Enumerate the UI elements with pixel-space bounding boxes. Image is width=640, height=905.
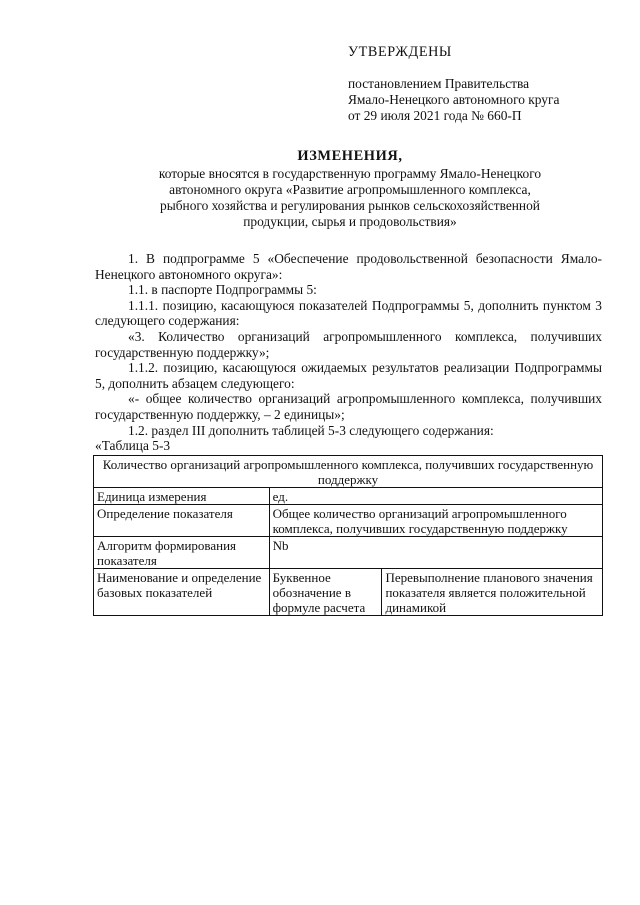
table-label: «Таблица 5-3 bbox=[95, 438, 171, 454]
table-row bbox=[94, 456, 603, 488]
subtitle-line: продукции, сырья и продовольствия» bbox=[243, 214, 457, 229]
base-letter-cell: Буквенное обозначение в формуле расчета bbox=[269, 569, 382, 616]
paragraph-1-1-1: 1.1.1. позицию, касающуюся показателей Подпрограммы 5, дополнить пунктом 3 следующего содержания: bbox=[95, 297, 602, 329]
paragraph-quote-3: «3. Количество организаций агропромышленного комплекса, получивших государственную поддержку»; bbox=[95, 328, 602, 360]
paragraph-1-1: 1.1. в паспорте Подпрограммы 5: bbox=[128, 282, 317, 298]
subtitle-line: автономного округа «Развитие агропромышленного комплекса, bbox=[169, 182, 531, 197]
table-row bbox=[94, 569, 603, 616]
approval-heading: УТВЕРЖДЕНЫ bbox=[348, 44, 452, 60]
definition-label-cell: Определение показателя bbox=[94, 505, 270, 537]
unit-value-cell: ед. bbox=[269, 488, 602, 505]
document-title: ИЗМЕНЕНИЯ, bbox=[297, 148, 403, 164]
subtitle-line: рыбного хозяйства и регулирования рынков сельскохозяйственной bbox=[160, 198, 540, 213]
algorithm-value-cell: Nb bbox=[269, 537, 602, 569]
paragraph-1: 1. В подпрограмме 5 «Обеспечение продовольственной безопасности Ямало-Ненецкого автономного округа»: bbox=[95, 251, 602, 282]
table-row bbox=[94, 488, 603, 505]
document-body bbox=[95, 251, 602, 454]
table-row bbox=[94, 537, 603, 569]
table-header-cell: Количество организаций агропромышленного комплекса, получивших государственную поддержку bbox=[94, 456, 603, 488]
indicator-table bbox=[93, 455, 603, 616]
subtitle-line: которые вносятся в государственную программу Ямало-Ненецкого bbox=[158, 166, 542, 181]
approval-block bbox=[348, 44, 608, 124]
paragraph-quote-total: «- общее количество организаций агропромышленного комплекса, получивших государственную поддержку, – 2 единицы»; bbox=[95, 391, 602, 422]
base-label-cell: Наименование и определение базовых показателей bbox=[94, 569, 270, 616]
paragraph-1-1-2: 1.1.2. позицию, касающуюся ожидаемых результатов реализации Подпрограммы 5, дополнить абзацем следующего: bbox=[95, 360, 602, 391]
approval-line: Ямало-Ненецкого автономного круга bbox=[348, 92, 560, 107]
approval-line: от 29 июля 2021 года № 660-П bbox=[348, 108, 522, 123]
paragraph-1-2: 1.2. раздел III дополнить таблицей 5-3 следующего содержания: bbox=[128, 422, 494, 438]
base-note-cell: Перевыполнение планового значения показателя является положительной динамикой bbox=[382, 569, 603, 616]
table-row bbox=[94, 505, 603, 537]
unit-label-cell: Единица измерения bbox=[94, 488, 270, 505]
document-subtitle bbox=[95, 166, 605, 230]
algorithm-label-cell: Алгоритм формирования показателя bbox=[94, 537, 270, 569]
definition-value-cell: Общее количество организаций агропромышленного комплекса, получивших государственную поддержку bbox=[269, 505, 602, 537]
approval-line: постановлением Правительства bbox=[348, 76, 530, 91]
